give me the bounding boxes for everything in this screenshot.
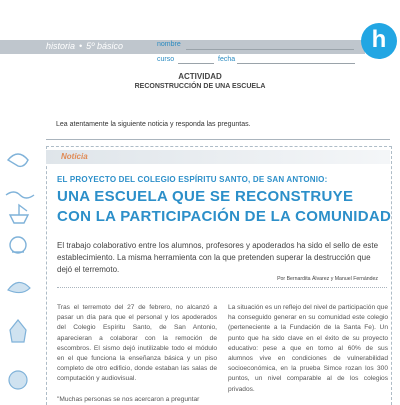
course-field-line[interactable]: [178, 63, 214, 64]
notice-tag-bar: [46, 150, 390, 164]
subject-label: [46, 41, 123, 51]
notice-tag: Noticia: [61, 152, 88, 161]
article-lead: El trabajo colaborativo entre los alumnos, profesores y apoderados ha sido el sello de este establecimiento. La misma herramienta con la que pretenden superar la destrucción que dejó el terremoto.: [57, 241, 379, 274]
date-field-label: fecha: [218, 56, 236, 63]
decorative-icons: [2, 140, 42, 400]
course-field-label: curso: [157, 56, 175, 63]
name-field-line[interactable]: [186, 49, 354, 50]
activity-subtitle: RECONSTRUCCIÓN DE UNA ESCUELA: [134, 83, 266, 90]
article-kicker: EL PROYECTO DEL COLEGIO ESPÍRITU SANTO, DE SAN ANTONIO:: [57, 175, 328, 184]
column-left-paragraph-2: "Muchas personas se nos acercaron a preguntar: [57, 395, 200, 403]
article-byline: Por Bernardita Álvarez y Manuel Fernández: [277, 276, 378, 282]
article-column-left: [57, 303, 217, 405]
article-column-right: La situación es un reflejo del nivel de participación que ha conseguido generar en su comunidad este colegio (perteneciente a la Fundación de la Santa Fe). Un punto que ha sido clave en el éxito de su proyecto educativo: pese a que en torno al 60% de sus alumnos vive en condiciones de vulnerabilidad socioeconómica, en la prueba Simce rozan los 300 puntos, un nivel comparable al de los colegios privados.: [228, 304, 388, 393]
grade-label: 5º básico: [86, 41, 123, 51]
lead-separator: [57, 287, 387, 288]
brand-logo: h: [361, 23, 397, 59]
column-left-paragraph: Tras el terremoto del 27 de febrero, no alcanzó a pasar un día para que el personal y los apoderados del Colegio Espíritu Santo, de San Antonio, aparecieran a colaborar con la remoción de escombros. El sismo dejó inutilizable todo el módulo en el que funciona la enseñanza básica y un piso completo de otro edificio, donde estaban las salas de computación y audiovisual.: [57, 304, 217, 383]
leaf-icon: [8, 282, 30, 292]
activity-title: ACTIVIDAD: [178, 72, 222, 81]
bird-icon: [8, 154, 28, 166]
headline-line-1: UNA ESCUELA QUE SE RECONSTRUYE: [57, 188, 354, 205]
instruction-text: Lea atentamente la siguiente noticia y responda las preguntas.: [56, 121, 251, 128]
crown-icon: [10, 320, 26, 342]
wave-icon: [6, 192, 34, 198]
section-divider: [46, 139, 390, 140]
date-field-line[interactable]: [237, 63, 355, 64]
separator-dot: •: [79, 41, 83, 51]
globe-icon: [9, 371, 27, 389]
name-field-label: nombre: [157, 41, 181, 48]
subject-name: historia: [46, 41, 76, 51]
wheel-icon: [10, 237, 26, 253]
boat-icon: [10, 205, 28, 223]
headline-line-2: CON LA PARTICIPACIÓN DE LA COMUNIDAD: [57, 208, 392, 225]
